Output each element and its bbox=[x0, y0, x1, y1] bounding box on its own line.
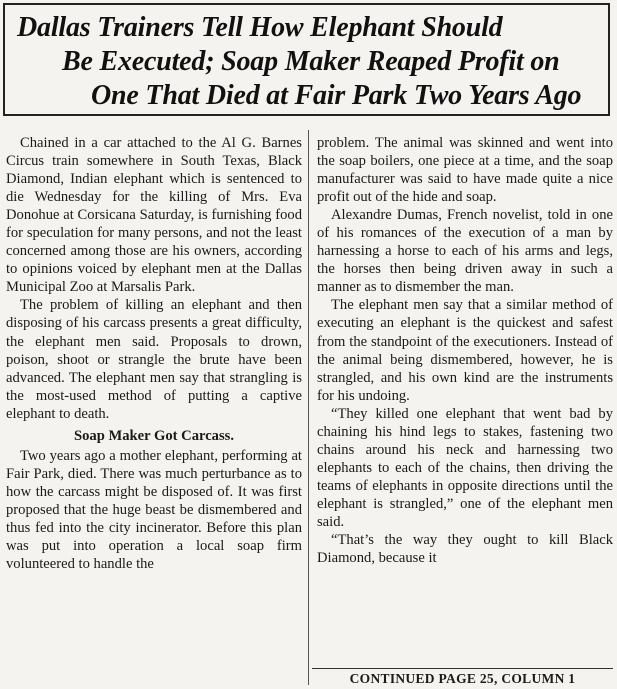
paragraph: Alexandre Dumas, French novelist, told in one of his romances of the execution of a man by harnessing a horse to each of his arms and legs, the horses then being driven away in such a manner as to dismember the man. bbox=[317, 207, 613, 296]
headline-line-3: One That Died at Fair Park Two Years Ago bbox=[91, 80, 582, 111]
article-column-right bbox=[317, 134, 613, 567]
headline-box bbox=[3, 3, 610, 116]
paragraph: The elephant men say that a similar method of executing an elephant is the quickest and safest from the standpoint of the executioners. Instead of the animal being dismembered, however, he is strangled, and his own kind are the instruments for his undoing. bbox=[317, 297, 613, 404]
paragraph: Chained in a car attached to the Al G. Barnes Circus train somewhere in South Texas, Black Diamond, Indian elephant which is sentenced to die Wednesday for the killing of Mrs. Eva Donohue at Corsicana Saturday, is furnishing food for speculation for many persons, and not the least concerned among those are his owners, according to opinions voiced by elephant men at the Dallas Municipal Zoo at Marsalis Park. bbox=[6, 135, 302, 296]
paragraph: The problem of killing an elephant and then disposing of his carcass presents a great difficulty, the elephant men said. Proposals to drown, poison, shoot or strangle the brute have been advanced. The elephant men say that strangling is the most-used method of putting a captive elephant to death. bbox=[6, 297, 302, 422]
headline-line-2: Be Executed; Soap Maker Reaped Profit on bbox=[62, 46, 560, 77]
subheading: Soap Maker Got Carcass. bbox=[74, 427, 234, 444]
paragraph: problem. The animal was skinned and went into the soap boilers, one piece at a time, and the soap manufacturer was said to have made quite a nice profit out of the hide and soap. bbox=[317, 135, 613, 206]
paragraph: Two years ago a mother elephant, performing at Fair Park, died. There was much perturbance as to how the carcass might be disposed of. It was first proposed that the huge beast be dismembered and thus fed into the city incinerator. Before this plan was put into operation a local soap firm volunteered to handle the bbox=[6, 447, 302, 573]
paragraph: “They killed one elephant that went bad by chaining his hind legs to stakes, fastening two chains around his neck and harnessing two elephants to each of the chains, then driving the teams of elephants in opposite directions until the elephant is strangled,” one of the elephant men said. bbox=[317, 405, 613, 530]
column-divider bbox=[308, 130, 309, 685]
paragraph: “That’s the way they ought to kill Black Diamond, because it bbox=[317, 532, 613, 567]
continued-notice: CONTINUED PAGE 25, COLUMN 1 bbox=[312, 668, 613, 688]
headline-line-1: Dallas Trainers Tell How Elephant Should bbox=[17, 12, 503, 43]
article-column-left bbox=[6, 134, 302, 573]
